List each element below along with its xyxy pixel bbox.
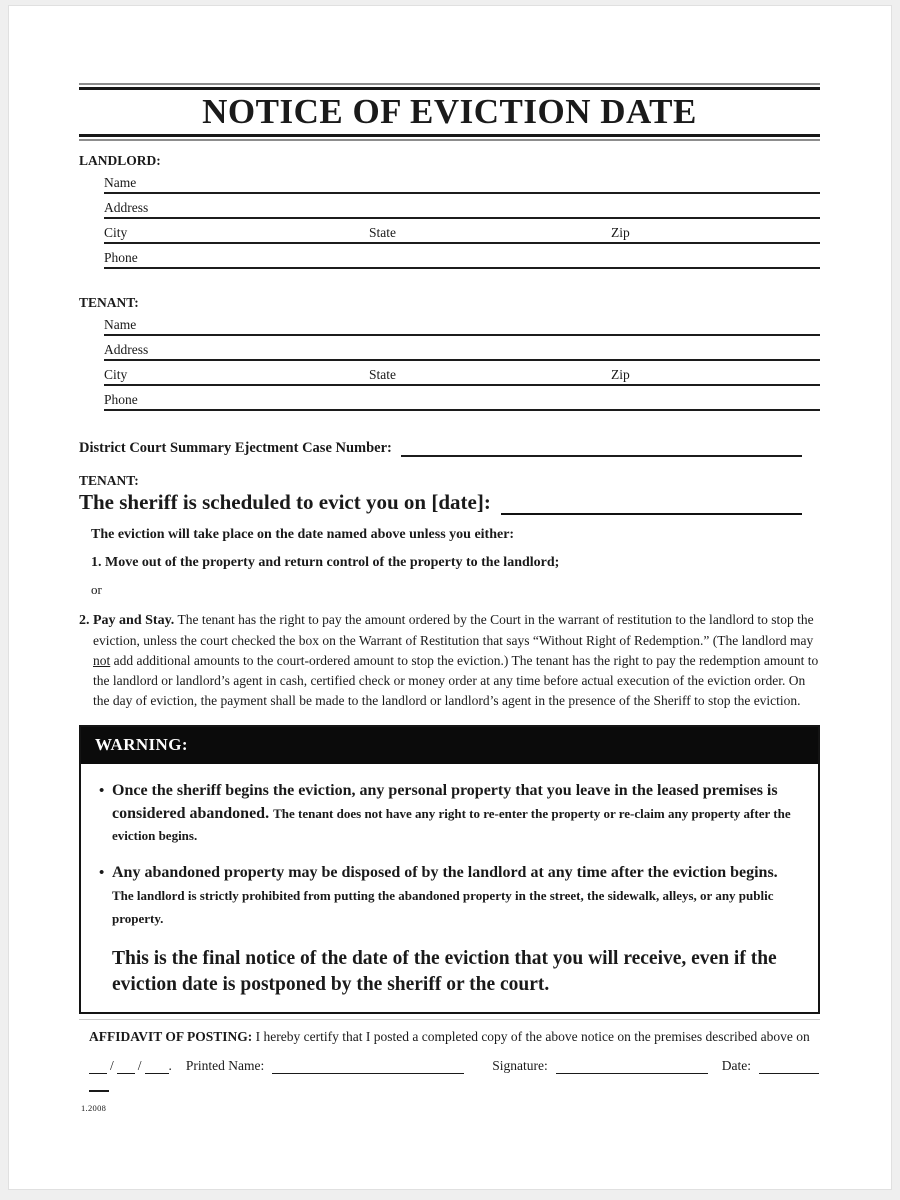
warning-bullet-1-sub: The tenant does not have any right to re-enter the property or re-claim any property after the eviction begins. [112,805,791,844]
tenant-city-label: City [104,367,128,382]
date-slash: / [110,1057,114,1073]
landlord-address-input-line[interactable] [148,194,820,216]
landlord-name-input-line[interactable] [136,169,820,191]
title-rule-top [79,83,820,90]
eviction-date-input-line[interactable] [501,499,802,515]
landlord-phone-input-line[interactable] [138,244,820,266]
affidavit-statement [89,1029,820,1045]
option2-underlined-word: not [93,653,111,668]
landlord-phone-row [104,244,820,269]
bullet-marker: • [99,865,105,882]
or-text: or [91,582,102,597]
tenant-section [79,295,820,411]
posting-year-input-line[interactable] [145,1060,169,1074]
printed-name-input-line[interactable] [272,1060,464,1074]
eviction-intro-text: The eviction will take place on the date named above unless you either: [91,527,515,542]
date-input-line[interactable] [759,1060,819,1074]
landlord-city-input-line[interactable] [127,219,369,241]
tenant-city-state-zip-row [104,361,820,386]
signature-label: Signature: [492,1057,548,1073]
tenant-address-label: Address [104,342,149,357]
affidavit-label: AFFIDAVIT OF POSTING: [89,1028,253,1044]
landlord-address-row [104,194,820,219]
title-block [79,83,820,141]
bullet-marker: • [99,783,105,799]
warning-bullet-2-main: Any abandoned property may be disposed of by the landlord at any time after the eviction begins. [112,864,778,882]
case-number-row [79,437,820,457]
tenant-city-input-line[interactable] [127,361,369,383]
landlord-state-input-line[interactable] [396,219,611,241]
document-page [8,5,892,1190]
form-version-text: 1.2008 [81,1102,107,1113]
signature-input-line[interactable] [556,1060,708,1074]
warning-body [81,764,818,1012]
warning-bullet-1 [99,780,800,848]
option2-part1: The tenant has the right to pay the amount ordered by the Court in the warrant of restitution to the landlord to stop the eviction, unless the court checked the box on the Warrant of Restitution that says “Without Right of Redemption.” (The landlord may [93,612,814,648]
tenant-state-input-line[interactable] [396,361,611,383]
tenant-zip-label: Zip [611,367,630,382]
option2-paragraph [79,610,820,711]
notice-tenant-heading: TENANT: [79,473,139,488]
tenant-name-label: Name [104,317,137,332]
landlord-name-row [104,169,820,194]
tenant-heading: TENANT: [79,295,139,310]
landlord-state-label: State [369,225,396,240]
page-title: NOTICE OF EVICTION DATE [202,92,697,131]
landlord-phone-label: Phone [104,250,138,265]
date-label: Date: [721,1057,752,1073]
option2-lead: 2. Pay and Stay. [79,613,175,628]
sheriff-date-label: The sheriff is scheduled to evict you on [date]: [79,490,491,514]
affidavit-certify-text: I hereby certify that I posted a completed copy of the above notice on the premises described above on [255,1028,810,1044]
tenant-name-row [104,311,820,336]
title-rule-bottom [79,134,820,141]
warning-bullet-2-sub: The landlord is strictly prohibited from putting the abandoned property in the street, the sidewalk, alleys, or any public property. [112,887,774,926]
landlord-address-label: Address [104,200,149,215]
case-number-input-line[interactable] [401,437,802,457]
affidavit-signature-row [89,1058,820,1074]
posting-day-input-line[interactable] [117,1060,135,1074]
affidavit-separator [79,1019,820,1020]
warning-bullet-2 [99,862,800,930]
warning-box [79,725,820,1014]
landlord-heading: LANDLORD: [79,153,161,168]
landlord-name-label: Name [104,175,137,190]
final-notice-text: This is the final notice of the date of the eviction that you will receive, even if the eviction date is postponed by the sheriff or the court. [112,948,777,996]
tenant-phone-row [104,386,820,411]
tenant-name-input-line[interactable] [136,311,820,333]
option1-text: 1. Move out of the property and return control of the property to the landlord; [91,555,560,570]
warning-bullet-1-main: Once the sheriff begins the eviction, any personal property that you leave in the leased premises is considered abandoned. [112,782,778,822]
period-text: . [168,1057,172,1073]
tenant-zip-input-line[interactable] [630,361,820,383]
landlord-section [79,153,820,269]
landlord-zip-input-line[interactable] [630,219,820,241]
case-number-label: District Court Summary Ejectment Case Number: [79,440,392,456]
warning-heading: WARNING: [81,727,818,764]
tenant-address-row [104,336,820,361]
tenant-phone-input-line[interactable] [138,386,820,408]
tenant-phone-label: Phone [104,392,138,407]
landlord-city-state-zip-row [104,219,820,244]
tenant-state-label: State [369,367,396,382]
tenant-address-input-line[interactable] [148,336,820,358]
landlord-zip-label: Zip [611,225,630,240]
option2-part2: add additional amounts to the court-ordered amount to stop the eviction.) The tenant has the right to pay the redemption amount to the landlord or landlord’s agent in cash, certified check or money order at any time before actual execution of the eviction order. On the day of eviction, the payment shall be made to the landlord or landlord’s agent in the presence of the Sheriff to stop the eviction. [93,653,819,708]
continuation-line[interactable] [89,1090,109,1092]
posting-month-input-line[interactable] [89,1060,107,1074]
landlord-city-label: City [104,225,128,240]
sheriff-date-row [79,490,820,515]
date-slash: / [137,1057,142,1073]
printed-name-label: Printed Name: [185,1057,265,1073]
